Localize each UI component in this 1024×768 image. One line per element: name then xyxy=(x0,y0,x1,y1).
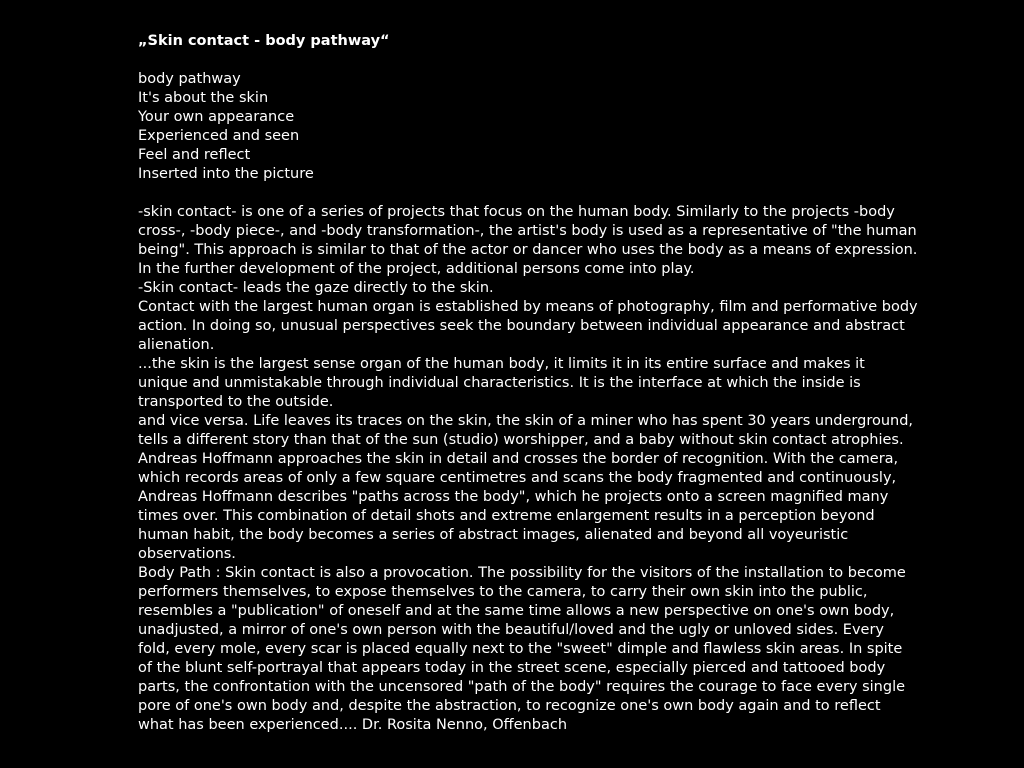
intro-line: body pathway xyxy=(138,71,241,87)
paragraph-line: parts, the confrontation with the uncensored "path of the body" requires the courage to face every single xyxy=(138,679,906,695)
paragraph-line: fold, every mole, every scar is placed equally next to the "sweet" dimple and flawless skin areas. In spite xyxy=(138,641,903,657)
paragraph-line: and vice versa. Life leaves its traces on the skin, the skin of a miner who has spent 30 years underground, xyxy=(138,413,914,429)
body-paragraph xyxy=(138,355,918,412)
paragraph-line: tells a different story than that of the sun (studio) worshipper, and a baby without skin contact atrophies. xyxy=(138,432,904,448)
paragraph-line: In the further development of the project, additional persons come into play. xyxy=(138,261,695,277)
page-title: „Skin contact - body pathway“ xyxy=(138,33,390,49)
body-paragraph xyxy=(138,412,918,564)
intro-line: Inserted into the picture xyxy=(138,166,314,182)
paragraph-line: unique and unmistakable through individual characteristics. It is the interface at which the inside is xyxy=(138,375,861,391)
paragraph-line: -skin contact- is one of a series of projects that focus on the human body. Similarly to the projects -body xyxy=(138,204,895,220)
paragraph-line: pore of one's own body and, despite the abstraction, to recognize one's own body again and to reflect xyxy=(138,698,881,714)
paragraph-line: unadjusted, a mirror of one's own person with the beautiful/loved and the ugly or unloved sides. Every xyxy=(138,622,885,638)
paragraph-line: performers themselves, to expose themselves to the camera, to carry their own skin into the public, xyxy=(138,584,868,600)
intro-line: Experienced and seen xyxy=(138,128,300,144)
paragraph-line: ...the skin is the largest sense organ of the human body, it limits it in its entire surface and makes it xyxy=(138,356,865,372)
paragraph-line: cross-, -body piece-, and -body transformation-, the artist's body is used as a representative of "the human xyxy=(138,223,917,239)
intro-block xyxy=(138,70,918,184)
body-paragraph xyxy=(138,203,918,279)
paragraph-line: which records areas of only a few square centimetres and scans the body fragmented and continuously, xyxy=(138,470,897,486)
intro-line: Your own appearance xyxy=(138,109,295,125)
paragraph-line: alienation. xyxy=(138,337,215,353)
paragraph-line: Body Path : Skin contact is also a provocation. The possibility for the visitors of the installation to become xyxy=(138,565,906,581)
paragraph-line: Andreas Hoffmann approaches the skin in detail and crosses the border of recognition. With the camera, xyxy=(138,451,899,467)
intro-line: It's about the skin xyxy=(138,90,269,106)
paragraph-line: of the blunt self-portrayal that appears today in the street scene, especially pierced and tattooed body xyxy=(138,660,886,676)
body-text xyxy=(138,203,918,735)
paragraph-line: being". This approach is similar to that of the actor or dancer who uses the body as a means of expression. xyxy=(138,242,918,258)
body-paragraph xyxy=(138,279,918,298)
intro-line: Feel and reflect xyxy=(138,147,251,163)
paragraph-line: resembles a "publication" of oneself and at the same time allows a new perspective on one's own body, xyxy=(138,603,895,619)
paragraph-line: times over. This combination of detail shots and extreme enlargement results in a perception beyond xyxy=(138,508,875,524)
paragraph-line: what has been experienced.... Dr. Rosita Nenno, Offenbach xyxy=(138,717,568,733)
paragraph-line: human habit, the body becomes a series of abstract images, alienated and beyond all voyeuristic xyxy=(138,527,849,543)
paragraph-line: Contact with the largest human organ is established by means of photography, film and performative body xyxy=(138,299,918,315)
body-paragraph xyxy=(138,298,918,355)
paragraph-line: -Skin contact- leads the gaze directly to the skin. xyxy=(138,280,494,296)
text-content xyxy=(138,32,918,735)
paragraph-line: transported to the outside. xyxy=(138,394,334,410)
paragraph-line: observations. xyxy=(138,546,236,562)
body-paragraph xyxy=(138,564,918,735)
paragraph-line: Andreas Hoffmann describes "paths across the body", which he projects onto a screen magnified many xyxy=(138,489,889,505)
paragraph-line: action. In doing so, unusual perspectives seek the boundary between individual appearance and abstract xyxy=(138,318,905,334)
